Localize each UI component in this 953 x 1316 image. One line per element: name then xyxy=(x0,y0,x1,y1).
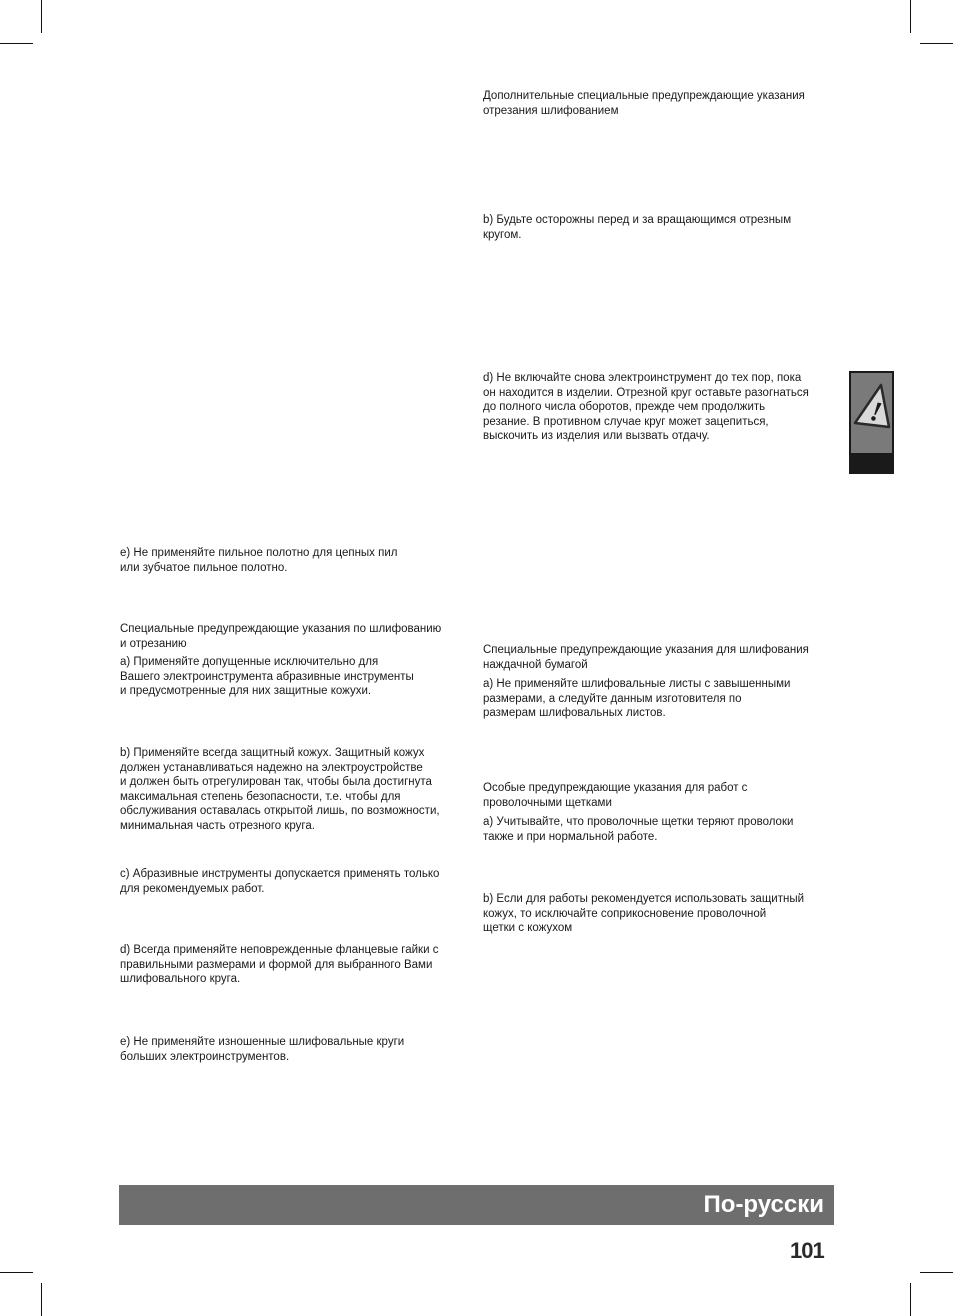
text-line: щетки с кожухом xyxy=(483,922,573,935)
grinding-rule-b xyxy=(120,746,440,834)
text-line: b) Применяйте всегда защитный кожух. Защитный кожух xyxy=(120,747,425,759)
wire-brush-rule-b xyxy=(483,892,804,936)
text-line: b) Будьте осторожны перед и за вращающимся отрезным xyxy=(483,214,792,226)
text-line: резание. В противном случае круг может зацепиться, xyxy=(483,415,769,428)
text-line: Особые предупреждающие указания для работ с xyxy=(483,782,748,794)
text-line: и предусмотренные для них защитные кожухи. xyxy=(120,685,372,698)
warning-tab-panel xyxy=(851,373,892,453)
warning-triangle-icon xyxy=(851,373,892,453)
footer-language-bar xyxy=(119,1185,834,1225)
crop-mark xyxy=(920,1272,953,1273)
text-line: e) Не применяйте пильное полотно для цепных пил xyxy=(120,547,398,559)
text-line: шлифовального круга. xyxy=(120,973,241,986)
warning-side-tab xyxy=(849,371,894,474)
text-line: e) Не применяйте изношенные шлифовальные круги xyxy=(120,1036,405,1048)
grinding-rule-d xyxy=(120,943,438,987)
text-line: размерами, а следуйте данным изготовителя по xyxy=(483,692,742,705)
text-line: минимальная часть отрезного круга. xyxy=(120,819,315,832)
sandpaper-heading xyxy=(483,643,809,672)
grinding-heading xyxy=(120,622,441,651)
text-line: размерам шлифовальных листов. xyxy=(483,707,666,720)
crop-mark xyxy=(910,1283,911,1316)
grinding-rule-c xyxy=(120,867,439,896)
text-line: и должен быть отрегулирован так, чтобы была достигнута xyxy=(120,776,432,789)
text-line: c) Абразивные инструменты допускается применять только xyxy=(120,868,440,880)
crop-mark xyxy=(920,43,953,44)
text-line: обслуживания оставалась открытой лишь, по возможности, xyxy=(120,805,440,818)
text-line: Вашего электроинструмента абразивные инструменты xyxy=(120,670,414,683)
grinding-rule-a xyxy=(120,655,414,699)
text-line: отрезания шлифованием xyxy=(483,104,619,117)
text-line: для рекомендуемых работ. xyxy=(120,882,265,895)
text-line: или зубчатое пильное полотно. xyxy=(120,561,288,574)
text-line: выскочить из изделия или вызвать отдачу. xyxy=(483,430,710,443)
text-line: правильными размерами и формой для выбранного Вами xyxy=(120,958,433,971)
crop-mark xyxy=(41,1283,42,1316)
text-line: максимальная степень безопасности, т.е. чтобы для xyxy=(120,790,401,803)
cutting-rule-b xyxy=(483,213,791,242)
warning-exclamation: ! xyxy=(867,395,885,429)
text-line: d) Не включайте снова электроинструмент до тех пор, пока xyxy=(483,372,802,384)
text-line: кожух, то исключайте соприкосновение проволочной xyxy=(483,907,767,920)
kickback-rule-e xyxy=(120,546,398,575)
text-line: и отрезанию xyxy=(120,637,187,650)
text-line: до полного числа оборотов, прежде чем продолжить xyxy=(483,401,766,414)
grinding-rule-e xyxy=(120,1035,404,1064)
text-line: проволочными щетками xyxy=(483,796,612,809)
text-line: больших электроинструментов. xyxy=(120,1050,290,1063)
text-line: Специальные предупреждающие указания по шлифованию xyxy=(120,623,442,635)
text-line: d) Всегда применяйте неповрежденные фланцевые гайки с xyxy=(120,944,439,956)
text-line: Дополнительные специальные предупреждающие указания xyxy=(483,90,805,102)
text-line: a) Учитывайте, что проволочные щетки теряют проволоки xyxy=(483,816,794,828)
text-line: кругом. xyxy=(483,228,522,241)
cutting-rule-d xyxy=(483,371,809,444)
sandpaper-rule-a xyxy=(483,677,790,721)
text-line: a) Не применяйте шлифовальные листы с завышенными xyxy=(483,678,791,690)
page-number: 101 xyxy=(790,1238,824,1263)
text-line: a) Применяйте допущенные исключительно для xyxy=(120,656,379,668)
crop-mark xyxy=(0,43,33,44)
text-line: b) Если для работы рекомендуется использовать защитный xyxy=(483,893,805,905)
text-line: он находится в изделии. Отрезной круг оставьте разогнаться xyxy=(483,386,809,399)
crop-mark xyxy=(0,1272,33,1273)
wire-brush-rule-a xyxy=(483,815,793,844)
text-line: Специальные предупреждающие указания для шлифования xyxy=(483,644,809,656)
crop-mark xyxy=(41,0,42,33)
text-line: наждачной бумагой xyxy=(483,658,588,671)
crop-mark xyxy=(910,0,911,33)
language-label: По-русски xyxy=(703,1191,824,1218)
text-line: должен устанавливаться надежно на электроустройстве xyxy=(120,761,423,774)
cutting-heading xyxy=(483,89,805,118)
text-line: также и при нормальной работе. xyxy=(483,830,658,843)
wire-brush-heading xyxy=(483,781,747,810)
